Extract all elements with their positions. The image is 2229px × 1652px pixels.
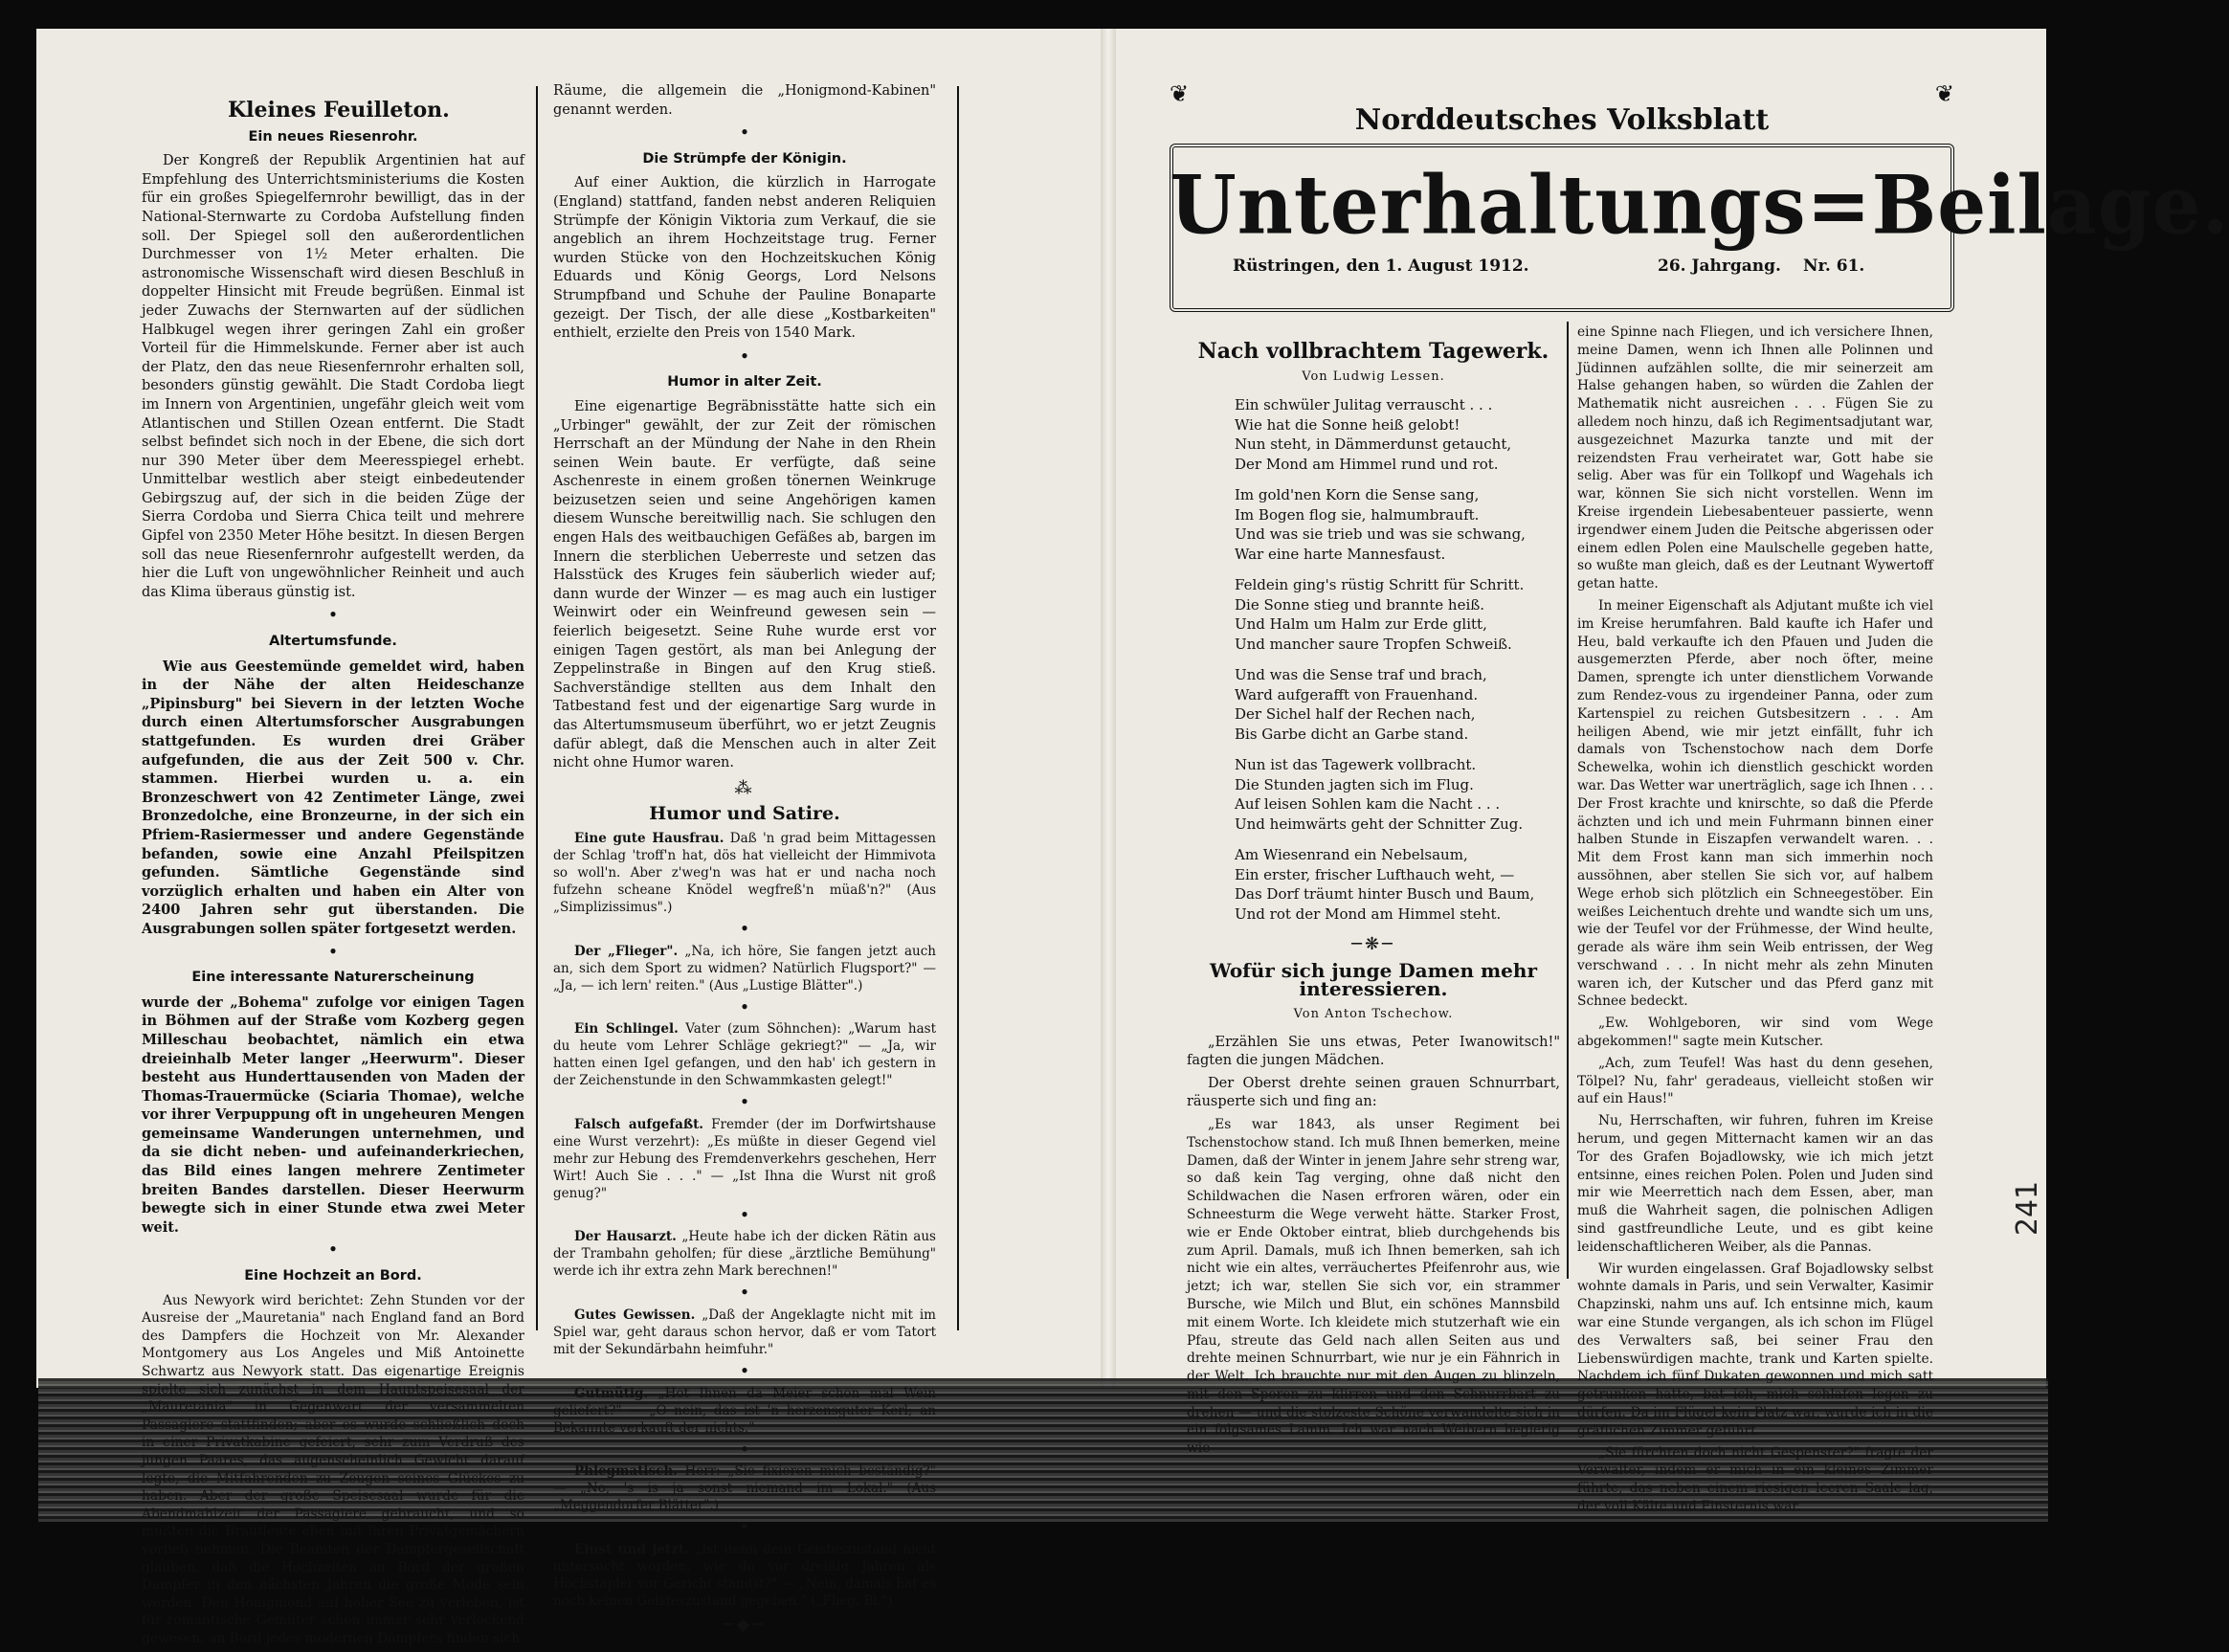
column-story-continued [1577,324,1933,1520]
poem-line: Nun ist das Tagewerk vollbracht. [1235,756,1477,774]
joke-heading: Ein Schlingel. [574,1021,679,1038]
separator-dot: • [740,347,749,365]
column-rule [957,86,959,1330]
poem-line: Am Wiesenrand ein Nebelsaum, [1235,846,1468,864]
article-text: wurde der „Bohema" zufolge vor einigen Tagen in Böhmen auf der Straße vom Kozberg gegen Milleschau beobachtet, nämlich ein etwa dreieinhalb Meter langer „Heerwurm". Dieser besteht aus Hunderttausenden von Maden der Thomas-Trauermücke (Sciaria Thomae), welche vor ihrer Verpuppung oft in ungeheuren Mengen gemeinsame Wanderungen unternehmen, und da sie dicht neben- und aufeinanderkriechen, das Bild eines langen mehrere Zentimeter breiten Bandes darstellen. Dieser Heerwurm bewegte sich in einer Stunde etwa zwei Meter weit. [142,993,524,1236]
story-paragraph: „Ach, zum Teufel! Was hast du denn gesehen, Tölpel? Nu, fahr' geradeaus, vielleicht stoßen wir auf ein Haus!" [1577,1055,1933,1107]
column-poem-story [1187,335,1560,1462]
joke-item [553,943,936,994]
poem-line: Ein schwüler Julitag verrauscht . . . [1235,396,1493,414]
article-title: Humor in alter Zeit. [667,374,822,391]
article-title: Altertumsfunde. [269,634,397,650]
separator-dot: • [740,1094,749,1111]
separator-dot: • [740,920,749,937]
separator-dot: • [328,1241,338,1259]
joke-text: Fremder (der im Dorfwirtshause eine Wurst verzehrt): „Es müßte in dieser Gegend viel mehr zur Hebung des Fremdenverkehrs geschehen, Herr Wirt! Auch Sie . . ." — „Ist Ihna die Wurst nit groß genug?" [553,1116,937,1201]
poem-line: Auf leisen Sohlen kam die Nacht . . . [1235,795,1501,814]
story-paragraph: „Sie fürchten doch nicht Gespenster?" fragte der Verwalter, indem er mich in ein kleines Zimmer führte, das neben einem riesigen leeren Saale lag, der voll Kälte und Finsternis war. [1577,1444,1933,1514]
poem-stanza [1235,755,1560,834]
joke-text: „Hot Ihnen da Meier schon mal Wein geliefert?" — „O nein, das ist 'n herzensguter Kerl; an Bekannte verkauft der nichts." [553,1385,937,1436]
ornament-divider: ─❋─ [1351,934,1395,955]
story-paragraph: Wir wurden eingelassen. Graf Bojadlowsky selbst wohnte damals in Paris, und sein Verwalter, Kasimir Chapzinski, nahm uns auf. Ich entsinne mich, kaum war eine Stunde vergangen, als ich schon im Flügel des Verwalters saß, bei seiner Frau den Liebenswürdigen machte, trank und Karten spielte. Nachdem ich fünf Dukaten gewonnen und mich satt getrunken hatte, bat ich, mich schlafen legen zu dürfen. Da im Flügel kein Platz war, wurde ich in die gräflichen Zimmer geführt. [1577,1261,1933,1439]
poem [1187,395,1560,924]
poem-line: Und heimwärts geht der Schnitter Zug. [1235,815,1524,833]
separator-dot: • [740,1362,749,1379]
poem-line: Nun steht, in Dämmerdunst getaucht, [1235,435,1512,454]
poem-line: Und rot der Mond am Himmel steht. [1235,904,1502,923]
separator-dot: • [740,1206,749,1223]
story-paragraph: Nu, Herrschaften, wir fuhren, fuhren im Kreise herum, und gegen Mitternacht kamen wir an das Tor des Grafen Bojadlowsky, wie ich mich jetzt entsinne, eines reichen Polen. Polen und Juden sind mir wie Meerrettich nach dem Essen, aber, man muß die Wahrheit sagen, die polnischen Adligen sind gastfreundliche Leute, und es gibt keine leidenschaftlicheren Weiber, als die Pannas. [1577,1113,1933,1255]
story-paragraph: „Es war 1843, als unser Regiment bei Tschenstochow stand. Ich muß Ihnen bemerken, meine Damen, daß der Winter in jenem Jahre sehr streng war, so daß kein Tag verging, ohne daß nicht den Schildwachen die Nasen erfroren wären, oder ein Schneesturm die Wege verweht hätte. Starker Frost, wie er Ende Oktober eintrat, blieb durchgehends bis zum April. Damals, muß ich Ihnen bemerken, sah ich nicht wie ein altes, verräuchertes Pfeifenrohr aus, wie jetzt; ich war, stellen Sie sich vor, ein strammer Bursche, wie Milch und Blut, ein schönes Mannsbild mit einem Worte. Ich kleidete mich stutzerhaft wie ein Pfau, streute das Geld nach allen Seiten aus und drehte meinen Schnurrbart, wie nur je ein Fähnrich in der Welt. Ich brauchte nur mit den Augen zu blinzeln, mit den Sporen zu klirren und den Schnurrbart zu drehen — und die stolzeste Schöne verwandelte sich in ein folgsames Lamm. Ich war nach Weibern begierig wie [1187,1116,1560,1457]
poem-stanza [1235,575,1560,654]
joke-heading: Gutes Gewissen. [574,1306,696,1323]
poem-title: Nach vollbrachtem Tagewerk. [1197,339,1549,364]
masthead [1170,80,2229,312]
joke-text: Herr: „Sie fixieren mich beständig?" — „No, 's is ja sonst niemand im Lokal." (Aus „Meggendorfer Blätter".) [553,1463,936,1514]
paper-name: Norddeutsches Volksblatt [1354,103,1770,137]
poem-author: Von Ludwig Lessen. [1302,368,1445,384]
page-fold [1101,29,1116,1388]
joke-text: Daß 'n grad beim Mittagessen der Schlag 'troff'n hat, dös hat vielleicht der Himmivota so woll'n. Aber z'weg'n was hat er und nacha noch fufzehn scheane Knödel wegfreß'n müaß'n?" (Aus „Simplizissimus".) [553,830,937,915]
poem-line: Das Dorf träumt hinter Busch und Baum, [1235,885,1535,904]
article-title: Eine interessante Naturerscheinung [191,970,475,986]
poem-stanza [1235,845,1560,924]
poem-line: Die Sonne stieg und brannte heiß. [1235,595,1485,614]
lamp-ornament-right: ❦ [1934,80,1954,107]
poem-line: Ward aufgerafft von Frauenhand. [1235,685,1479,703]
story-paragraph: eine Spinne nach Fliegen, und ich versichere Ihnen, meine Damen, wenn ich Ihnen alle Polinnen und Jüdinnen aufzählen sollte, die mir seinerzeit am Halse gehangen haben, so würden die Zahlen der Mathematik nicht ausreichen . . . Fügen Sie zu alledem noch hinzu, daß ich Regimentsadjutant war, ausgezeichnet Mazurka tanzte und mit der reizendsten Frau verheiratet war, Gott habe sie selig. Aber was für ein Tollkopf und Wagehals ich war, können Sie sich nicht vorstellen. Wenn im Kreise irgendein Liebesabenteuer passierte, wenn irgendwer einem Juden die Peitsche abgerissen oder einem edlen Polen eine Maulschelle gegeben hatte, so wußte man gleich, daß es der Leutnant Wywertoff getan hatte. [1577,324,1933,592]
column-feuilleton [142,94,524,1652]
joke-heading: Einst und jetzt. [574,1541,689,1557]
poem-line: War eine harte Mannesfaust. [1235,545,1446,563]
article-title: Ein neues Riesenrohr. [248,128,418,145]
joke-text: „Heute habe ich der dicken Rätin aus der Trambahn geholfen; für diese „ärztliche Bemühung" werde ich ihr extra zehn Mark berechnen!" [553,1229,936,1280]
joke-item [553,1385,936,1437]
section-title: Kleines Feuilleton. [228,98,450,123]
story-author: Von Anton Tschechow. [1293,1006,1454,1021]
separator-dot: • [328,607,338,624]
article-text: Eine eigenartige Begräbnisstätte hatte sich ein „Urbinger" gewählt, der zur Zeit der römischen Herrschaft an der Mündung der Nahe in den Rhein seinen Wein baute. Er verfügte, daß seine Aschenreste in einem großen tönernen Weinkruge beizusetzen seien und seine Angehörigen kamen diesem Wunsche bereitwillig nach. Sie schlugen den engen Hals des weitbauchigen Gefäßes ab, bargen im Innern die sterblichen Ueberreste und setzen das Halsstück des Kruges fein säuberlich wieder auf; dann wurde der Winzer — es mag auch ein lustiger Weinwirt oder ein Weinfreund gewesen sein — feierlich beigesetzt. Seine Ruhe wurde erst vor einigen Tagen gestört, als man bei Anlegung der Zeppelinstraße in Bingen auf den Krug stieß. Sachverständige stellten aus dem Inhalt den Tatbestand fest und der eigenartige Sarg wurde in das Altertumsmuseum überführt, wo er jetzt Zeugnis dafür ablegt, daß die Menschen auch in alter Zeit nicht ohne Humor waren. [553,398,936,771]
margin-number: 241 [2011,1180,2045,1237]
separator-dot: • [740,124,749,142]
joke-item [553,1020,936,1089]
humor-title: Humor und Satire. [649,803,840,825]
column-rule [536,86,538,1330]
poem-line: Der Sichel half der Rechen nach, [1235,705,1476,724]
joke-item [553,1306,936,1358]
poem-line: Bis Garbe dicht an Garbe stand. [1235,725,1469,743]
joke-heading: Der Hausarzt. [574,1229,677,1245]
poem-line: Und mancher saure Tropfen Schweiß. [1235,635,1512,653]
ornament-divider: ─◆─ [723,1614,767,1635]
joke-item [553,830,936,916]
ornament-divider: ⁂ [734,777,755,798]
article-text: Aus Newyork wird berichtet: Zehn Stunden vor der Ausreise der „Mauretania" nach England fand an Bord des Dampfers die Hochzeit von Mr. Alexander Montgomery aus Los Angeles und Miß Antoinette Schwartz aus Newyork statt. Das eigenartige Ereignis spielte sich zunächst in dem Hauptspeisesaal der „Mauretania" in Gegenwart der versammelten Passagiere stattfinden; aber es wurde schließlich doch in einer Privatkabine gefeiert, sehr zum Verdruß des jungen Paares, das augenscheinlich Gewicht darauf legte, die Mitfahrenden zu Zeugen seines Glückes zu haben. Aber der große Speisesaal wurde für die Abendmahlzeit der Passagiere gebraucht, und so mußten die Brautleute eben mit ihren Privatgemächern vorlieb nehmen. Die Beamten der Dampfergesellschaft glauben, daß die Hochzeiten an Bord der großen Dampfer in den nächsten Jahren die große Mode sein werden. Den Honigmond auf hoher See zu verleben, ist für romantische Gemüter schon immer sehr verlockend gewesen; an Bord jedes modernen Dampfers finden sich [142,1292,524,1646]
article-text: Auf einer Auktion, die kürzlich in Harrogate (England) stattfand, fanden nebst anderen Reliquien Strümpfe der Königin Viktoria zum Verkauf, die sie angeblich an ihrem Hochzeitstage trug. Ferner wurden Stücke von den Hochzeitskuchen König Eduards und König Georgs, Lord Nelsons Strumpfband und Schuhe der Pauline Bonaparte gezeigt. Der Tisch, der alle diese „Kostbarkeiten" enthielt, erzielte den Preis von 1540 Mark. [553,175,936,342]
poem-line: Und Halm um Halm zur Erde glitt, [1235,615,1487,634]
poem-line: Feldein ging's rüstig Schritt für Schritt. [1235,576,1525,594]
separator-dot: • [740,1519,749,1536]
article-text: Räume, die allgemein die „Honigmond-Kabinen" genannt werden. [553,83,936,118]
column-misc [553,82,936,1640]
story-paragraph: Der Oberst drehte seinen grauen Schnurrbart, räusperte sich und fing an: [1187,1075,1560,1110]
poem-line: Im Bogen flog sie, halmumbrauft. [1235,505,1480,524]
column-rule [1567,322,1569,1279]
joke-heading: Gutmütig. [574,1385,649,1401]
article-text: Der Kongreß der Republik Argentinien hat auf Empfehlung des Unterrichtsministeriums die Kosten für ein großes Spiegelfernrohr bewilligt, das in der National-Sternwarte zu Cordoba Aufstellung finden soll. Der Spiegel soll den außerordentlichen Durchmesser von 1½ Meter erhalten. Die astronomische Wissenschaft wird diesen Beschluß in doppelter Hinsicht mit Freude begrüßen. Einmal ist jeder Zuwachs der Sternwarten auf der südlichen Halbkugel wegen ihrer geringen Zahl ein großer Vorteil für die Himmelskunde. Ferner aber ist auch der Platz, den das neue Riesenfernrohr erhalten soll, besonders günstig gewählt. Die Stadt Cordoba liegt im Innern von Argentinien, ungefähr gleich weit vom Atlantischen und Stillen Ozean entfernt. Die Stadt selbst befindet sich noch in der Ebene, die sich dort nur 390 Meter über dem Meeresspiegel erhebt. Unmittelbar westlich aber steigt einbedeutender Gebirgszug auf, der sich in die beiden Züge der Sierra Cordoba und Sierra Chica teilt und mehrere Gipfel von 2350 Meter Höhe besitzt. In diesen Bergen soll das neue Riesenfernrohr aufgestellt werden, da hier die Luft von ungewöhnlicher Reinheit und auch das Klima überaus günstig ist. [142,153,524,600]
poem-stanza [1235,665,1560,744]
article-text: Wie aus Geestemünde gemeldet wird, haben in der Nähe der alten Heideschanze „Pipinsburg" bei Sievern in der letzten Woche durch einen Altertumsforscher Ausgrabungen stattgefunden. Es wurden drei Gräber aufgefunden, die aus der Zeit 500 v. Chr. stammen. Hierbei wurden u. a. ein Bronzeschwert von 42 Zentimeter Länge, zwei Bronzedolche, eine Bronzeurne, in der sich ein Pfriem-Rasiermesser und andere Gegenstände befanden, sowie eine Anzahl Pfeilspitzen gefunden. Sämtliche Gegenstände sind vorzüglich erhalten und haben ein Alter von 2400 Jahren sehr gut überstanden. Die Ausgrabungen sollen später fortgesetzt werden. [142,658,524,937]
separator-dot: • [740,998,749,1016]
poem-line: Wie hat die Sonne heiß gelobt! [1235,415,1460,434]
joke-heading: Phlegmatisch. [574,1463,678,1480]
volume-year: 26. Jahrgang. [1658,257,1781,276]
jokes-list [553,830,936,1610]
place-date: Rüstringen, den 1. August 1912. [1233,257,1529,276]
separator-dot: • [740,1284,749,1302]
poem-line: Im gold'nen Korn die Sense sang, [1235,486,1480,504]
issue-number: Nr. 61. [1803,257,1865,276]
poem-stanza [1235,395,1560,474]
separator-dot: • [328,943,338,960]
poem-stanza [1235,485,1560,564]
separator-dot: • [740,1440,749,1458]
joke-heading: Der „Flieger". [574,943,679,959]
joke-text: „Ist denn dein Geisteszustand nicht untersucht worden, wie du vor dreißig Jahren als Hochstapler vor Gericht standst?" — „Nein, damals hat es noch keinen Geisteszustand gegeben." („Flieg. Bl.") [553,1541,937,1609]
poem-line: Der Mond am Himmel rund und rot. [1235,455,1499,473]
poem-line: Und was die Sense traf und brach, [1235,666,1487,684]
joke-item [553,1228,936,1280]
story-paragraph: „Erzählen Sie uns etwas, Peter Iwanowitsch!" fagten die jungen Mädchen. [1187,1034,1560,1069]
joke-item [553,1462,936,1514]
poem-line: Ein erster, frischer Lufthauch weht, — [1235,865,1515,883]
joke-heading: Eine gute Hausfrau. [574,830,724,846]
joke-text: „Na, ich höre, Sie fangen jetzt auch an, sich dem Sport zu widmen? Natürlich Flugsport?" — „Ja, — ich lern' reiten." (Aus „Lustige Blätter".) [553,943,937,993]
joke-text: „Daß der Angeklagte nicht mit im Spiel war, geht daraus schon hervor, daß er vom Tatort mit der Sekundärbahn heimfuhr." [553,1306,936,1357]
story-title: Wofür sich junge Damen mehr interessieren. [1209,958,1537,1001]
article-title: Die Strümpfe der Königin. [642,150,847,167]
joke-item [553,1541,936,1610]
story-paragraph: In meiner Eigenschaft als Adjutant mußte ich viel im Kreise herumfahren. Bald kaufte ich Hafer und Heu, bald verkaufte ich den Pfauen und Juden die ausgemerzten Pferde, aber noch öfter, meine Damen, sprengte ich unter dienstlichem Vorwande zum Rendez-vous zu irgendeiner Panna, oder zum Kartenspiel zu reichen Gutsbesitzern . . . Am heiligen Abend, wie mir jetzt einfällt, fuhr ich damals von Tschenstochow nach dem Dorfe Schewelka, wohin ich dienstlich geschickt worden war. Das Wetter war unerträglich, sage ich Ihnen . . . Der Frost krachte und knirschte, so daß die Pferde ächzten und ich und mein Fuhrmann binnen einer halben Stunde in Eiszapfen verwandelt waren. . . Mit dem Frost kann man sich immerhin noch aussöhnen, aber stellen Sie sich vor, auf halbem Wege erhob sich plötzlich ein Schneegestöber. Ein weißes Leichentuch drehte und wandte sich um uns, wie der Teufel vor der Frühmesse, der Wind heulte, gerade als wäre ihm sein Weib entrissen, der Weg verschwand . . . In nicht mehr als zehn Minuten waren ich, der Kutscher und das Pferd ganz mit Schnee bedeckt. [1577,597,1933,1010]
poem-line: Und was sie trieb und was sie schwang, [1235,525,1526,544]
joke-item [553,1116,936,1202]
joke-heading: Falsch aufgefaßt. [574,1116,704,1132]
joke-text: Vater (zum Söhnchen): „Warum hast du heute vom Lehrer Schläge gekriegt?" — „Ja, wir hatten einen Igel gefangen, und den hab' ich gestern in der Zeichenstunde in den Schwammkasten gelegt!" [553,1021,936,1089]
poem-line: Die Stunden jagten sich im Flug. [1235,775,1474,793]
story-paragraph: „Ew. Wohlgeboren, wir sind vom Wege abgekommen!" sagte mein Kutscher. [1577,1016,1933,1050]
article-title: Eine Hochzeit an Bord. [244,1268,422,1284]
masthead-title: Unterhaltungs=Beilage. [1170,157,2229,253]
lamp-ornament-left: ❦ [1170,80,1190,107]
